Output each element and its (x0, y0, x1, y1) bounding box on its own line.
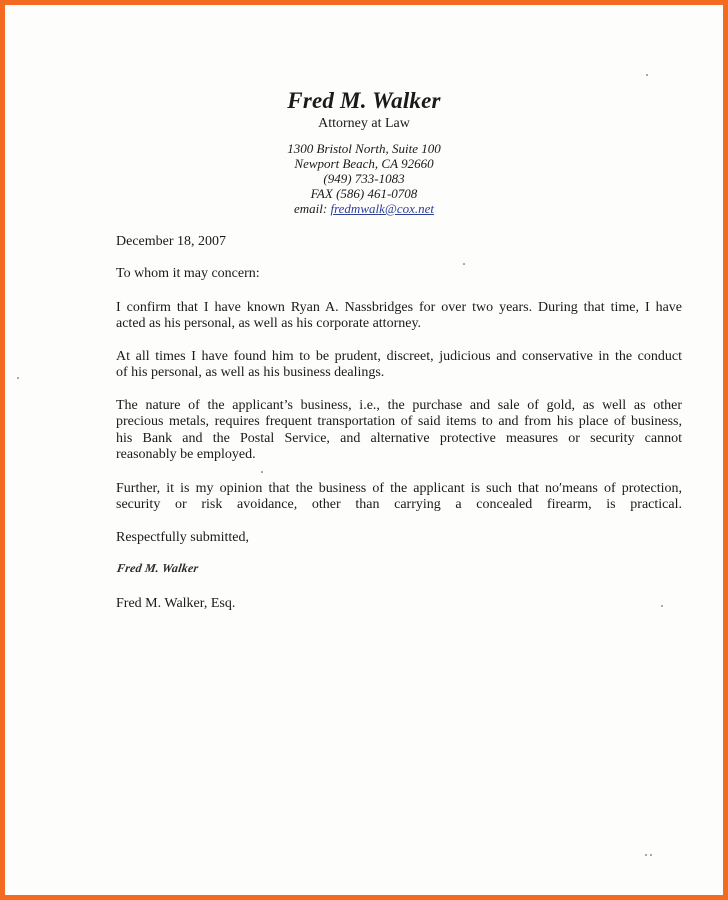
scan-speck (661, 605, 663, 607)
paragraph3-line4: reasonably be employed. (116, 447, 256, 462)
paragraph3-line1: The nature of the applicant’s business, i.e., the purchase and sale of gold, as well as other (116, 398, 682, 413)
paragraph1-line2: acted as his personal, as well as his corporate attorney. (116, 316, 422, 331)
scan-speck (650, 854, 652, 856)
email-label: email: (294, 201, 328, 216)
scan-speck (261, 471, 263, 473)
letter-page (5, 5, 723, 895)
email-link[interactable]: fredmwalk@cox.net (330, 201, 434, 216)
letterhead-title: Attorney at Law (318, 116, 410, 131)
letterhead-fax: FAX (586) 461-0708 (310, 186, 418, 201)
scan-speck (646, 74, 648, 76)
paragraph2-line1: At all times I have found him to be prudent, discreet, judicious and conservative in the conduct (116, 349, 682, 364)
paragraph4-line2: security or risk avoidance, other than carrying a concealed firearm, is practical. (116, 497, 682, 512)
scan-speck (645, 854, 647, 856)
paragraph1-line1: I confirm that I have known Ryan A. Nassbridges for over two years. During that time, I have (116, 300, 682, 315)
letterhead-address-line1: 1300 Bristol North, Suite 100 (287, 141, 441, 156)
letterhead-phone: (949) 733-1083 (323, 171, 405, 186)
letter-closing: Respectfully submitted, (116, 530, 249, 545)
letterhead-email-row (5, 201, 723, 216)
paragraph2-line2: of his personal, as well as his business dealings. (116, 365, 385, 380)
letterhead-address-line2: Newport Beach, CA 92660 (294, 156, 434, 171)
paragraph3-line2: precious metals, requires frequent transportation of said items to and from his place of business, (116, 414, 682, 429)
paragraph4-line1: Further, it is my opinion that the business of the applicant is such that no′means of protection, (116, 481, 682, 496)
letter-date: December 18, 2007 (116, 234, 227, 249)
handwritten-signature: Fred M. Walker (116, 561, 200, 575)
scan-speck (17, 377, 19, 379)
signer-name: Fred M. Walker, Esq. (116, 596, 236, 611)
paragraph3-line3: his Bank and the Postal Service, and alternative protective measures or security cannot (116, 431, 682, 446)
letter-salutation: To whom it may concern: (116, 266, 260, 281)
scan-speck (463, 263, 465, 265)
letterhead-name: Fred M. Walker (287, 88, 441, 113)
